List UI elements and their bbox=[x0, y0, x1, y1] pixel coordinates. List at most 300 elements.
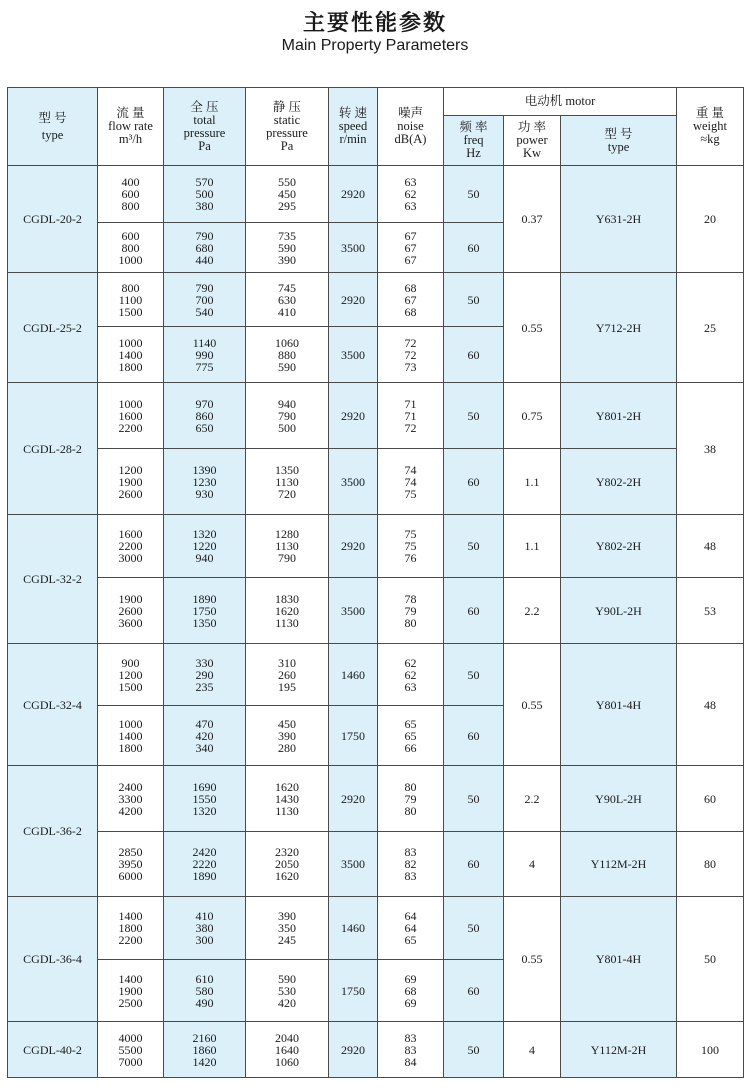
flow-cell-value: 6000 bbox=[118, 869, 143, 883]
motor-type-cell: Y802-2H bbox=[561, 449, 677, 515]
freq-cell: 60 bbox=[444, 327, 504, 383]
static-pressure-cell-value: 450 bbox=[278, 187, 296, 201]
noise-cell-value: 78 bbox=[404, 591, 417, 606]
header-noise-unit: dB(A) bbox=[394, 132, 427, 146]
header-speed-en: speed bbox=[338, 119, 368, 133]
noise-cell-value: 62 bbox=[404, 187, 417, 201]
header-power bbox=[504, 116, 561, 166]
freq-cell: 60 bbox=[444, 832, 504, 897]
header-type-cn: 型 号 bbox=[38, 110, 67, 125]
total-pressure-cell-value: 1890 bbox=[192, 869, 217, 883]
speed-cell: 3500 bbox=[329, 578, 378, 644]
total-pressure-cell-value: 420 bbox=[195, 728, 214, 743]
noise-cell-value: 79 bbox=[404, 791, 417, 806]
static-pressure-cell bbox=[246, 578, 329, 644]
noise-cell-value: 68 bbox=[404, 983, 417, 998]
flow-cell-value: 1400 bbox=[118, 347, 143, 362]
flow-cell-value: 600 bbox=[121, 187, 140, 201]
model-cell: CGDL-32-2 bbox=[8, 515, 98, 644]
header-flow-unit: m³/h bbox=[118, 132, 143, 146]
total-pressure-cell-value: 500 bbox=[195, 187, 214, 201]
total-pressure-cell-value: 2420 bbox=[192, 845, 217, 859]
total-pressure-cell-value: 790 bbox=[195, 280, 214, 295]
power-cell: 0.75 bbox=[504, 383, 561, 449]
header-speed bbox=[329, 88, 378, 166]
flow-cell-value: 3300 bbox=[118, 791, 143, 806]
total-pressure-cell-value: 930 bbox=[195, 486, 214, 501]
flow-cell bbox=[98, 449, 164, 515]
static-pressure-cell-value: 1620 bbox=[275, 779, 299, 794]
freq-cell: 50 bbox=[444, 766, 504, 832]
freq-cell: 60 bbox=[444, 706, 504, 766]
total-pressure-cell-value: 1140 bbox=[192, 335, 217, 350]
total-pressure-cell bbox=[164, 166, 246, 223]
header-noise-en: noise bbox=[397, 119, 424, 133]
table-row bbox=[8, 1022, 744, 1078]
freq-cell: 50 bbox=[444, 383, 504, 449]
header-speed-unit: r/min bbox=[339, 132, 367, 146]
flow-cell-value: 1900 bbox=[118, 591, 143, 606]
flow-cell-value: 2850 bbox=[118, 845, 143, 859]
flow-cell bbox=[98, 515, 164, 578]
table-row bbox=[8, 766, 744, 832]
static-pressure-cell bbox=[246, 166, 329, 223]
static-pressure-cell bbox=[246, 515, 329, 578]
noise-cell-value: 68 bbox=[404, 280, 417, 295]
noise-cell bbox=[378, 960, 444, 1022]
speed-cell: 3500 bbox=[329, 832, 378, 897]
total-pressure-cell-value: 235 bbox=[195, 679, 214, 694]
noise-cell-value: 80 bbox=[404, 615, 417, 630]
static-pressure-cell-value: 530 bbox=[278, 983, 296, 998]
power-cell: 2.2 bbox=[504, 578, 561, 644]
noise-cell-value: 79 bbox=[404, 603, 417, 618]
static-pressure-cell-value: 1060 bbox=[275, 335, 299, 350]
total-pressure-cell-value: 1350 bbox=[192, 615, 217, 630]
motor-type-cell: Y712-2H bbox=[561, 273, 677, 383]
freq-cell: 50 bbox=[444, 644, 504, 706]
total-pressure-cell-value: 610 bbox=[195, 971, 214, 986]
flow-cell-value: 3950 bbox=[118, 857, 143, 871]
static-pressure-cell-value: 1620 bbox=[275, 603, 299, 618]
table-row bbox=[8, 449, 744, 515]
header-motor: 电动机 motor bbox=[444, 88, 677, 116]
flow-cell bbox=[98, 166, 164, 223]
flow-cell bbox=[98, 383, 164, 449]
flow-cell-value: 1500 bbox=[118, 304, 143, 319]
total-pressure-cell-value: 700 bbox=[195, 292, 214, 307]
header-total-unit: Pa bbox=[198, 138, 211, 153]
noise-cell-value: 72 bbox=[404, 335, 417, 350]
header-static-unit: Pa bbox=[280, 138, 294, 153]
weight-cell: 60 bbox=[677, 766, 744, 832]
flow-cell-value: 2600 bbox=[118, 603, 143, 618]
flow-cell-value: 1800 bbox=[118, 921, 143, 935]
table-row bbox=[8, 166, 744, 223]
total-pressure-cell-value: 990 bbox=[195, 347, 214, 362]
total-pressure-cell bbox=[164, 223, 246, 273]
speed-cell: 2920 bbox=[329, 766, 378, 832]
motor-type-cell: Y90L-2H bbox=[561, 766, 677, 832]
speed-cell: 3500 bbox=[329, 327, 378, 383]
static-pressure-cell-value: 1130 bbox=[275, 474, 299, 489]
weight-cell: 38 bbox=[677, 383, 744, 515]
page-title-en: Main Property Parameters bbox=[281, 37, 469, 54]
noise-cell bbox=[378, 383, 444, 449]
flow-cell-value: 1100 bbox=[118, 292, 143, 307]
noise-cell bbox=[378, 1022, 444, 1078]
parameters-table bbox=[7, 87, 744, 1078]
header-static-cn: 静 压 bbox=[272, 99, 302, 114]
noise-cell bbox=[378, 166, 444, 223]
header-noise bbox=[378, 88, 444, 166]
flow-cell-value: 1800 bbox=[118, 359, 143, 374]
table-row bbox=[8, 644, 744, 706]
static-pressure-cell bbox=[246, 449, 329, 515]
static-pressure-cell-value: 450 bbox=[278, 716, 296, 731]
total-pressure-cell bbox=[164, 832, 246, 897]
speed-cell: 1750 bbox=[329, 960, 378, 1022]
flow-cell-value: 4200 bbox=[118, 803, 143, 818]
header-mtype-cn: 型 号 bbox=[604, 126, 633, 141]
noise-cell-value: 71 bbox=[404, 408, 417, 423]
model-cell: CGDL-28-2 bbox=[8, 383, 98, 515]
total-pressure-cell-value: 2220 bbox=[192, 857, 217, 871]
flow-cell-value: 1000 bbox=[118, 252, 143, 267]
static-pressure-cell-value: 2320 bbox=[275, 845, 299, 859]
speed-cell: 2920 bbox=[329, 383, 378, 449]
flow-cell-value: 1200 bbox=[118, 667, 143, 682]
table-row bbox=[8, 515, 744, 578]
header-total-pressure bbox=[164, 88, 246, 166]
static-pressure-cell-value: 245 bbox=[278, 933, 296, 947]
model-cell: CGDL-25-2 bbox=[8, 273, 98, 383]
weight-cell: 48 bbox=[677, 644, 744, 766]
static-pressure-cell-value: 630 bbox=[278, 292, 296, 307]
total-pressure-cell bbox=[164, 273, 246, 327]
total-pressure-cell bbox=[164, 578, 246, 644]
noise-cell-value: 84 bbox=[404, 1054, 417, 1069]
table-row bbox=[8, 897, 744, 960]
header-flow bbox=[98, 88, 164, 166]
static-pressure-cell-value: 260 bbox=[278, 667, 296, 682]
speed-cell: 1460 bbox=[329, 644, 378, 706]
static-pressure-cell bbox=[246, 706, 329, 766]
freq-cell: 60 bbox=[444, 578, 504, 644]
page-title-cn: 主要性能参数 bbox=[302, 11, 447, 36]
speed-cell: 1750 bbox=[329, 706, 378, 766]
motor-type-cell: Y801-4H bbox=[561, 644, 677, 766]
freq-cell: 60 bbox=[444, 960, 504, 1022]
speed-cell: 2920 bbox=[329, 166, 378, 223]
motor-type-cell: Y112M-2H bbox=[561, 1022, 677, 1078]
static-pressure-cell-value: 295 bbox=[278, 199, 296, 213]
header-power-unit: Kw bbox=[522, 146, 542, 160]
noise-cell-value: 67 bbox=[404, 240, 417, 255]
flow-cell-value: 900 bbox=[121, 655, 140, 670]
static-pressure-cell-value: 1060 bbox=[275, 1054, 299, 1069]
header-weight bbox=[677, 88, 744, 166]
static-pressure-cell-value: 280 bbox=[278, 740, 296, 755]
header-static-en-1: static bbox=[273, 112, 301, 127]
speed-cell: 2920 bbox=[329, 1022, 378, 1078]
power-cell: 0.37 bbox=[504, 166, 561, 273]
flow-cell-value: 1000 bbox=[118, 335, 143, 350]
flow-cell bbox=[98, 897, 164, 960]
weight-cell: 48 bbox=[677, 515, 744, 578]
weight-cell: 50 bbox=[677, 897, 744, 1022]
static-pressure-cell-value: 745 bbox=[278, 280, 296, 295]
total-pressure-cell-value: 1890 bbox=[192, 591, 217, 606]
noise-cell-value: 67 bbox=[404, 292, 417, 307]
static-pressure-cell bbox=[246, 960, 329, 1022]
power-cell: 0.55 bbox=[504, 897, 561, 1022]
noise-cell-value: 76 bbox=[404, 551, 417, 565]
static-pressure-cell-value: 2050 bbox=[275, 857, 299, 871]
static-pressure-cell-value: 550 bbox=[278, 175, 296, 189]
noise-cell-value: 63 bbox=[404, 679, 417, 694]
table-row bbox=[8, 832, 744, 897]
total-pressure-cell bbox=[164, 960, 246, 1022]
motor-type-cell: Y90L-2H bbox=[561, 578, 677, 644]
header-freq-cn: 频 率 bbox=[459, 120, 488, 134]
noise-cell-value: 69 bbox=[404, 995, 417, 1010]
total-pressure-cell bbox=[164, 383, 246, 449]
flow-cell-value: 600 bbox=[121, 228, 140, 243]
power-cell: 1.1 bbox=[504, 515, 561, 578]
static-pressure-cell-value: 790 bbox=[278, 408, 296, 423]
static-pressure-cell-value: 1350 bbox=[275, 462, 299, 477]
table-row bbox=[8, 273, 744, 327]
noise-cell bbox=[378, 706, 444, 766]
noise-cell bbox=[378, 223, 444, 273]
model-cell: CGDL-36-2 bbox=[8, 766, 98, 897]
header-weight-cn: 重 量 bbox=[695, 106, 725, 120]
noise-cell-value: 72 bbox=[404, 347, 417, 362]
total-pressure-cell-value: 1320 bbox=[192, 527, 217, 541]
total-pressure-cell-value: 1860 bbox=[192, 1042, 217, 1057]
total-pressure-cell-value: 1230 bbox=[192, 474, 217, 489]
header-static-en-2: pressure bbox=[266, 125, 308, 140]
noise-cell-value: 72 bbox=[404, 420, 417, 435]
total-pressure-cell bbox=[164, 449, 246, 515]
noise-cell-value: 67 bbox=[404, 228, 417, 243]
weight-cell: 25 bbox=[677, 273, 744, 383]
flow-cell-value: 1600 bbox=[118, 527, 143, 541]
flow-cell-value: 1200 bbox=[118, 462, 143, 477]
static-pressure-cell-value: 1830 bbox=[275, 591, 299, 606]
static-pressure-cell-value: 1130 bbox=[275, 615, 299, 630]
weight-cell: 80 bbox=[677, 832, 744, 897]
header-freq bbox=[444, 116, 504, 166]
flow-cell-value: 1500 bbox=[118, 679, 143, 694]
total-pressure-cell bbox=[164, 327, 246, 383]
power-cell: 4 bbox=[504, 1022, 561, 1078]
static-pressure-cell-value: 735 bbox=[278, 228, 296, 243]
flow-cell bbox=[98, 578, 164, 644]
header-total-en-2: pressure bbox=[183, 125, 226, 140]
static-pressure-cell bbox=[246, 897, 329, 960]
header-type-en: type bbox=[41, 127, 64, 142]
model-cell: CGDL-36-4 bbox=[8, 897, 98, 1022]
total-pressure-cell-value: 940 bbox=[195, 551, 214, 565]
total-pressure-cell-value: 380 bbox=[195, 199, 214, 213]
total-pressure-cell-value: 570 bbox=[195, 175, 214, 189]
flow-cell bbox=[98, 327, 164, 383]
total-pressure-cell-value: 1220 bbox=[192, 539, 217, 553]
freq-cell: 50 bbox=[444, 273, 504, 327]
noise-cell-value: 75 bbox=[404, 486, 417, 501]
flow-cell-value: 400 bbox=[121, 175, 140, 189]
static-pressure-cell-value: 590 bbox=[278, 971, 296, 986]
static-pressure-cell-value: 410 bbox=[278, 304, 296, 319]
model-cell: CGDL-32-4 bbox=[8, 644, 98, 766]
noise-cell-value: 73 bbox=[404, 359, 417, 374]
noise-cell bbox=[378, 327, 444, 383]
noise-cell-value: 66 bbox=[404, 740, 417, 755]
flow-cell bbox=[98, 706, 164, 766]
noise-cell-value: 75 bbox=[404, 539, 417, 553]
static-pressure-cell-value: 310 bbox=[278, 655, 296, 670]
static-pressure-cell-value: 390 bbox=[278, 909, 296, 923]
freq-cell: 60 bbox=[444, 223, 504, 273]
static-pressure-cell-value: 1640 bbox=[275, 1042, 299, 1057]
total-pressure-cell bbox=[164, 515, 246, 578]
total-pressure-cell bbox=[164, 766, 246, 832]
flow-cell-value: 1000 bbox=[118, 716, 143, 731]
noise-cell-value: 83 bbox=[404, 845, 417, 859]
total-pressure-cell-value: 540 bbox=[195, 304, 214, 319]
noise-cell-value: 82 bbox=[404, 857, 417, 871]
total-pressure-cell-value: 340 bbox=[195, 740, 214, 755]
header-freq-en: freq bbox=[463, 133, 484, 147]
total-pressure-cell bbox=[164, 644, 246, 706]
freq-cell: 50 bbox=[444, 515, 504, 578]
noise-cell-value: 75 bbox=[404, 527, 417, 541]
total-pressure-cell-value: 580 bbox=[195, 983, 214, 998]
total-pressure-cell-value: 490 bbox=[195, 995, 214, 1010]
speed-cell: 2920 bbox=[329, 515, 378, 578]
noise-cell-value: 63 bbox=[404, 199, 417, 213]
total-pressure-cell bbox=[164, 1022, 246, 1078]
static-pressure-cell-value: 420 bbox=[278, 995, 296, 1010]
noise-cell-value: 62 bbox=[404, 655, 417, 670]
header-noise-cn: 噪声 bbox=[397, 106, 423, 120]
motor-type-cell: Y112M-2H bbox=[561, 832, 677, 897]
power-cell: 0.55 bbox=[504, 644, 561, 766]
total-pressure-cell-value: 380 bbox=[195, 921, 214, 935]
noise-cell bbox=[378, 449, 444, 515]
noise-cell-value: 63 bbox=[404, 175, 417, 189]
static-pressure-cell-value: 1430 bbox=[275, 791, 299, 806]
total-pressure-cell-value: 790 bbox=[195, 228, 214, 243]
power-cell: 4 bbox=[504, 832, 561, 897]
static-pressure-cell bbox=[246, 1022, 329, 1078]
speed-cell: 3500 bbox=[329, 223, 378, 273]
total-pressure-cell-value: 290 bbox=[195, 667, 214, 682]
noise-cell-value: 74 bbox=[404, 462, 417, 477]
static-pressure-cell-value: 940 bbox=[278, 396, 296, 411]
total-pressure-cell-value: 860 bbox=[195, 408, 214, 423]
noise-cell-value: 74 bbox=[404, 474, 417, 489]
static-pressure-cell bbox=[246, 273, 329, 327]
flow-cell bbox=[98, 644, 164, 706]
flow-cell-value: 1400 bbox=[118, 728, 143, 743]
noise-cell-value: 68 bbox=[404, 304, 417, 319]
noise-cell bbox=[378, 897, 444, 960]
total-pressure-cell-value: 970 bbox=[195, 396, 214, 411]
noise-cell-value: 64 bbox=[404, 921, 417, 935]
motor-type-cell: Y631-2H bbox=[561, 166, 677, 273]
noise-cell-value: 83 bbox=[404, 869, 417, 883]
header-freq-unit: Hz bbox=[466, 146, 481, 160]
noise-cell bbox=[378, 515, 444, 578]
power-cell: 1.1 bbox=[504, 449, 561, 515]
total-pressure-cell-value: 1420 bbox=[192, 1054, 217, 1069]
flow-cell-value: 7000 bbox=[118, 1054, 143, 1069]
flow-cell-value: 1800 bbox=[118, 740, 143, 755]
noise-cell-value: 71 bbox=[404, 396, 417, 411]
header-motor-type bbox=[561, 116, 677, 166]
total-pressure-cell-value: 1550 bbox=[192, 791, 217, 806]
noise-cell-value: 62 bbox=[404, 667, 417, 682]
flow-cell bbox=[98, 766, 164, 832]
total-pressure-cell bbox=[164, 706, 246, 766]
flow-cell-value: 4000 bbox=[118, 1030, 143, 1045]
motor-type-cell: Y802-2H bbox=[561, 515, 677, 578]
noise-cell-value: 67 bbox=[404, 252, 417, 267]
noise-cell-value: 69 bbox=[404, 971, 417, 986]
noise-cell-value: 80 bbox=[404, 803, 417, 818]
total-pressure-cell-value: 330 bbox=[195, 655, 214, 670]
flow-cell-value: 1600 bbox=[118, 408, 143, 423]
model-cell: CGDL-20-2 bbox=[8, 166, 98, 273]
header-type bbox=[8, 88, 98, 166]
static-pressure-cell-value: 2040 bbox=[275, 1030, 299, 1045]
flow-cell-value: 800 bbox=[121, 199, 140, 213]
table-row bbox=[8, 578, 744, 644]
header-power-cn: 功 率 bbox=[517, 120, 547, 134]
weight-cell: 100 bbox=[677, 1022, 744, 1078]
total-pressure-cell-value: 680 bbox=[195, 240, 214, 255]
total-pressure-cell-value: 300 bbox=[195, 933, 214, 947]
static-pressure-cell-value: 350 bbox=[278, 921, 296, 935]
noise-cell-value: 64 bbox=[404, 909, 417, 923]
header-total-en-1: total bbox=[193, 112, 216, 127]
static-pressure-cell-value: 390 bbox=[278, 252, 296, 267]
flow-cell-value: 2500 bbox=[118, 995, 143, 1010]
static-pressure-cell bbox=[246, 223, 329, 273]
freq-cell: 60 bbox=[444, 449, 504, 515]
total-pressure-cell-value: 1750 bbox=[192, 603, 217, 618]
flow-cell-value: 1900 bbox=[118, 983, 143, 998]
flow-cell-value: 5500 bbox=[118, 1042, 143, 1057]
noise-cell-value: 65 bbox=[404, 933, 417, 947]
header-mtype-en: type bbox=[607, 139, 630, 154]
flow-cell-value: 1900 bbox=[118, 474, 143, 489]
static-pressure-cell bbox=[246, 327, 329, 383]
noise-cell-value: 80 bbox=[404, 779, 417, 794]
header-weight-unit: ≈kg bbox=[700, 132, 720, 146]
static-pressure-cell-value: 390 bbox=[278, 728, 296, 743]
flow-cell bbox=[98, 273, 164, 327]
power-cell: 0.55 bbox=[504, 273, 561, 383]
flow-cell-value: 1400 bbox=[118, 971, 143, 986]
freq-cell: 50 bbox=[444, 897, 504, 960]
static-pressure-cell-value: 1130 bbox=[275, 539, 299, 553]
flow-cell-value: 2400 bbox=[118, 779, 143, 794]
static-pressure-cell-value: 1280 bbox=[275, 527, 299, 541]
